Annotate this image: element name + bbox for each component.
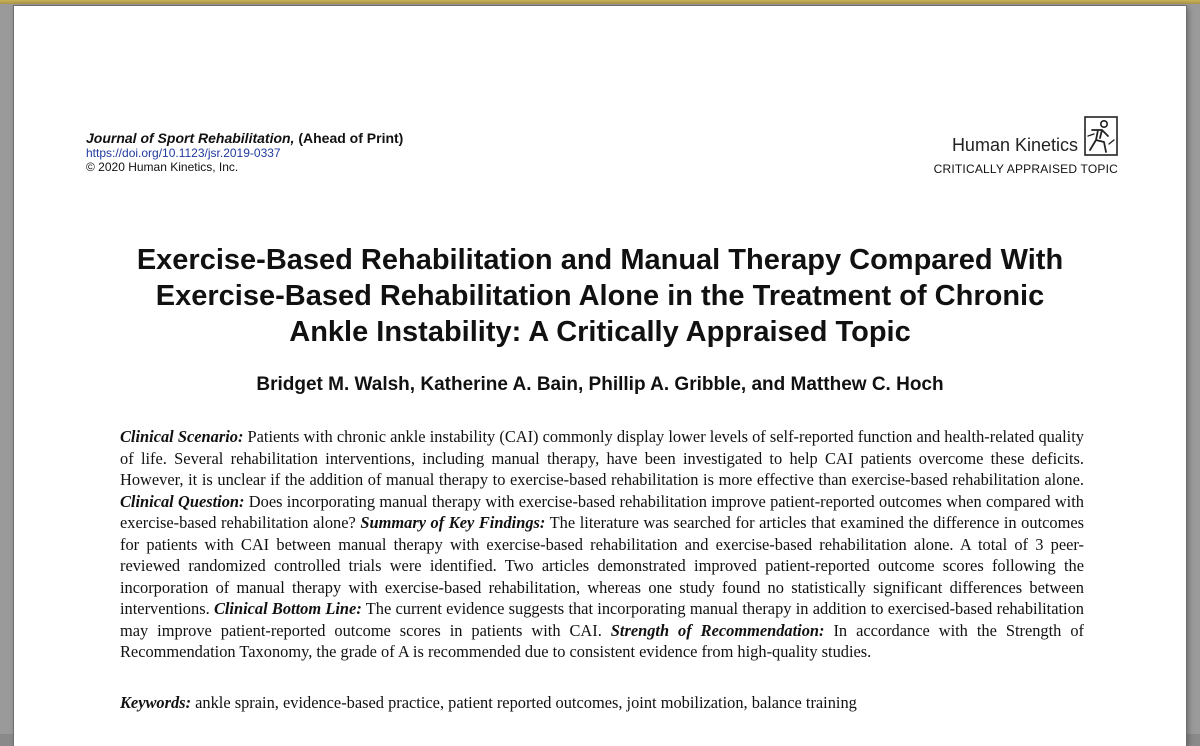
abstract-text-strength: In accordance with the Strength of Recommendation Taxonomy, the grade of A is recommended due to consistent evidence from high-quality studies. xyxy=(120,620,1084,661)
document-page xyxy=(14,6,1186,746)
abstract-text-bottom-line: The current evidence suggests that incorporating manual therapy in addition to exercised-based rehabilitation may improve patient-reported outcome scores in patients with CAI. xyxy=(120,599,1084,640)
human-kinetics-logo-icon xyxy=(1084,116,1118,156)
author-list: Bridget M. Walsh, Katherine A. Bain, Phillip A. Gribble, and Matthew C. Hoch xyxy=(256,374,944,395)
abstract-text-scenario: Patients with chronic ankle instability (CAI) commonly display lower levels of self-reported function and health-related quality of life. Several rehabilitation interventions, including manual therapy, have been investigated to help CAI patients overcome these deficits. However, it is unclear if the addition of manual therapy to exercise-based rehabilitation is more effective than exercise-based rehabilitation alone. xyxy=(120,427,1084,489)
title-line: Exercise-Based Rehabilitation Alone in the Treatment of Chronic xyxy=(155,280,1045,312)
abstract-heading-findings: Summary of Key Findings: xyxy=(360,513,546,532)
article-type: CRITICALLY APPRAISED TOPIC xyxy=(933,162,1118,176)
doi-link[interactable]: https://doi.org/10.1123/jsr.2019-0337 xyxy=(86,146,281,160)
abstract xyxy=(120,426,1084,663)
abstract-heading-bottom-line: Clinical Bottom Line: xyxy=(213,599,362,618)
abstract-text-question: Does incorporating manual therapy with exercise-based rehabilitation improve patient-reported outcomes when compared with exercise-based rehabilitation alone? xyxy=(120,491,1084,532)
keywords xyxy=(120,692,1084,714)
abstract-heading-scenario: Clinical Scenario: xyxy=(120,427,244,446)
journal-name: Journal of Sport Rehabilitation, xyxy=(86,130,295,146)
journal-line xyxy=(86,130,403,146)
journal-info xyxy=(86,130,403,174)
title-line: Ankle Instability: A Critically Appraised Topic xyxy=(289,316,911,348)
abstract-text-findings: The literature was searched for articles that examined the difference in outcomes for patients with CAI between manual therapy with exercise-based rehabilitation and exercise-based rehabilitation alone. A total of 3 peer-reviewed randomized controlled trials were identified. Two articles demonstrated improved patient-reported outcome scores following the incorporation of manual therapy with exercise-based rehabilitation, whereas one study found no statistically significant differences between interventions. xyxy=(120,513,1084,618)
abstract-heading-strength: Strength of Recommendation: xyxy=(610,620,825,640)
publisher-name: Human Kinetics xyxy=(951,135,1078,155)
abstract-heading-question: Clinical Question: xyxy=(120,491,245,511)
keywords-label: Keywords: xyxy=(120,693,192,712)
title-line: Exercise-Based Rehabilitation and Manual Therapy Compared With xyxy=(136,244,1064,276)
publisher-row xyxy=(934,116,1118,156)
viewer-top-strip xyxy=(0,0,1200,4)
keywords-text: ankle sprain, evidence-based practice, patient reported outcomes, joint mobilization, balance training xyxy=(191,693,857,712)
copyright-notice: © 2020 Human Kinetics, Inc. xyxy=(86,160,239,174)
journal-status: (Ahead of Print) xyxy=(298,130,404,146)
article-title xyxy=(54,242,1146,350)
publisher-info xyxy=(934,116,1118,176)
